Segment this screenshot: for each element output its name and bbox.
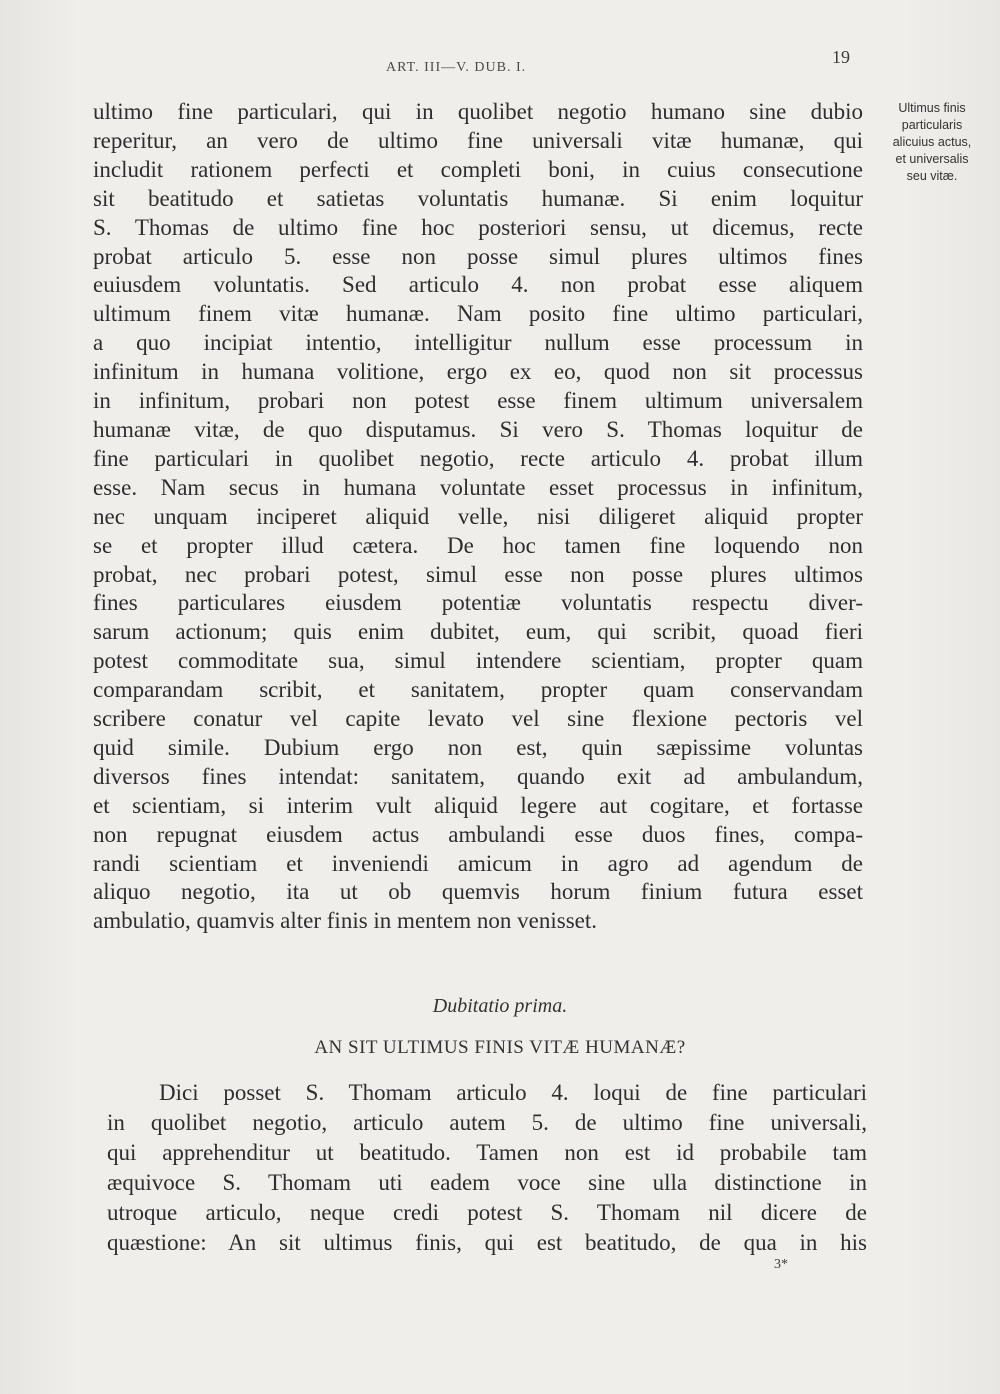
text-line: sarum actionum; quis enim dubitet, eum, qui scribit, quoad fieri xyxy=(93,619,863,645)
text-line: probat, nec probari potest, simul esse non posse plures ultimos xyxy=(93,561,863,587)
margin-note-line: alicuius actus, xyxy=(892,135,972,149)
text-line: non repugnat eiusdem actus ambulandi esse duos fines, compa- xyxy=(93,821,863,847)
text-line: comparandam scribit, et sanitatem, propter quam conservandam xyxy=(93,677,863,703)
text-line: quid simile. Dubium ergo non est, quin sæpissime voluntas xyxy=(93,734,863,760)
text-line: reperitur, an vero de ultimo fine universali vitæ humanæ, qui xyxy=(93,127,863,153)
paragraph-1 xyxy=(93,98,863,936)
text-line: S. Thomas de ultimo fine hoc posteriori sensu, ut dicemus, recte xyxy=(93,214,863,240)
running-head: ART. III—V. DUB. I. xyxy=(386,60,527,75)
margin-note-line: particularis xyxy=(901,118,963,132)
text-line: fines particulares eiusdem potentiæ voluntatis respectu diver- xyxy=(93,590,863,616)
text-line: a quo incipiat intentio, intelligitur nullum esse processum in xyxy=(93,330,863,356)
text-line: diversos fines intendat: sanitatem, quando exit ad ambulandum, xyxy=(93,763,863,789)
text-line: utroque articulo, neque credi potest S. Thomam nil dicere de xyxy=(107,1200,867,1225)
text-line: in quolibet negotio, articulo autem 5. de ultimo fine universali, xyxy=(107,1110,867,1135)
text-line: nec unquam inciperet aliquid velle, nisi diligeret aliquid propter xyxy=(93,503,863,529)
text-line: potest commoditate sua, simul intendere scientiam, propter quam xyxy=(93,648,863,674)
text-line: ultimo fine particulari, qui in quolibet negotio humano sine dubio xyxy=(93,99,863,124)
margin-note-line: seu vitæ. xyxy=(906,169,958,183)
text-line: qui apprehenditur ut beatitudo. Tamen non est id probabile tam xyxy=(107,1140,867,1165)
page-number: 19 xyxy=(832,47,850,67)
text-line: scribere conatur vel capite levato vel sine flexione pectoris vel xyxy=(93,706,863,732)
text-line: ultimum finem vitæ humanæ. Nam posito fine ultimo particulari, xyxy=(93,301,863,327)
text-line: et scientiam, si interim vult aliquid legere aut cogitare, et fortasse xyxy=(93,792,863,818)
text-line: randi scientiam et inveniendi amicum in agro ad agendum de xyxy=(93,850,863,876)
text-line: probat articulo 5. esse non posse simul plures ultimos fines xyxy=(93,243,863,269)
text-line: humanæ vitæ, de quo disputamus. Si vero S. Thomas loquitur de xyxy=(93,416,863,442)
section-title: AN SIT ULTIMUS FINIS VITÆ HUMANÆ? xyxy=(314,1037,686,1058)
margin-note-line: Ultimus finis xyxy=(898,101,966,115)
paragraph-2 xyxy=(107,1078,867,1258)
text-line: euiusdem voluntatis. Sed articulo 4. non probat esse aliquem xyxy=(93,272,863,298)
signature-mark: 3* xyxy=(774,1257,788,1272)
text-line: sit beatitudo et satietas voluntatis humanæ. Si enim loquitur xyxy=(93,185,863,211)
text-line: fine particulari in quolibet negotio, recte articulo 4. probat illum xyxy=(93,445,863,471)
text-line: se et propter illud cætera. De hoc tamen fine loquendo non xyxy=(93,532,863,558)
text-line: Dici posset S. Thomam articulo 4. loqui de fine particulari xyxy=(159,1080,867,1105)
text-line: in infinitum, probari non potest esse finem ultimum universalem xyxy=(93,388,863,414)
text-line: esse. Nam secus in humana voluntate esset processus in infinitum, xyxy=(93,474,863,500)
text-line: quæstione: An sit ultimus finis, qui est beatitudo, de qua in his xyxy=(107,1230,867,1255)
section-subtitle: Dubitatio prima. xyxy=(432,995,568,1017)
margin-note-line: et universalis xyxy=(895,152,969,166)
text-line: infinitum in humana volitione, ergo ex eo, quod non sit processus xyxy=(93,359,863,385)
text-line: includit rationem perfecti et completi boni, in cuius consecutione xyxy=(93,156,863,182)
text-line: aliquo negotio, ita ut ob quemvis horum finium futura esset xyxy=(93,879,863,905)
margin-note xyxy=(870,100,994,185)
text-line: ambulatio, quamvis alter finis in mentem non venisset. xyxy=(93,908,597,934)
text-line: æquivoce S. Thomam uti eadem voce sine ulla distinctione in xyxy=(107,1170,867,1195)
